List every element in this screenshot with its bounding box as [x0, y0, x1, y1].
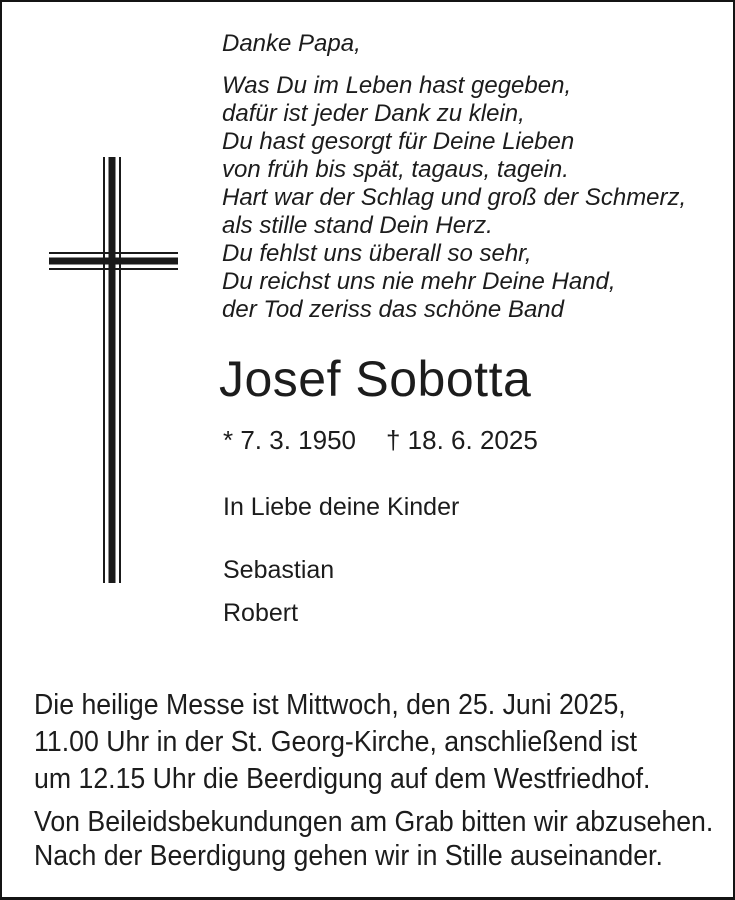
poem-line: als stille stand Dein Herz.: [222, 212, 493, 239]
deceased-name: Josef Sobotta: [219, 351, 532, 407]
poem-line: der Tod zeriss das schöne Band: [222, 296, 564, 323]
poem-line: Du fehlst uns überall so sehr,: [222, 240, 532, 267]
condolence-line: Nach der Beerdigung gehen wir in Stille auseinander.: [34, 840, 663, 872]
opening-line: Danke Papa,: [222, 30, 361, 57]
family-member-name: Sebastian: [223, 556, 335, 584]
poem-line: dafür ist jeder Dank zu klein,: [222, 100, 525, 127]
family-closing-line: In Liebe deine Kinder: [223, 493, 460, 521]
death-date: † 18. 6. 2025: [386, 425, 538, 455]
family-member-name: Robert: [223, 599, 299, 627]
memorial-poem: [222, 72, 686, 324]
life-dates: [223, 425, 538, 456]
poem-line: Du reichst uns nie mehr Deine Hand,: [222, 268, 616, 295]
funeral-info-line: Die heilige Messe ist Mittwoch, den 25. Juni 2025,: [34, 689, 626, 721]
funeral-info-line: 11.00 Uhr in der St. Georg-Kirche, anschließend ist: [34, 726, 638, 758]
poem-line: von früh bis spät, tagaus, tagein.: [222, 156, 569, 183]
funeral-info-line: um 12.15 Uhr die Beerdigung auf dem Westfriedhof.: [34, 763, 651, 795]
condolence-note: [34, 805, 713, 873]
condolence-line: Von Beileidsbekundungen am Grab bitten wir abzusehen.: [34, 806, 714, 838]
birth-date: * 7. 3. 1950: [223, 425, 356, 455]
funeral-service-info: [34, 687, 650, 798]
poem-line: Hart war der Schlag und groß der Schmerz,: [222, 184, 687, 211]
poem-line: Du hast gesorgt für Deine Lieben: [222, 128, 575, 155]
cross-horizontal-bar: [49, 252, 178, 270]
poem-line: Was Du im Leben hast gegeben,: [222, 72, 572, 99]
cross-vertical-bar: [103, 157, 121, 583]
